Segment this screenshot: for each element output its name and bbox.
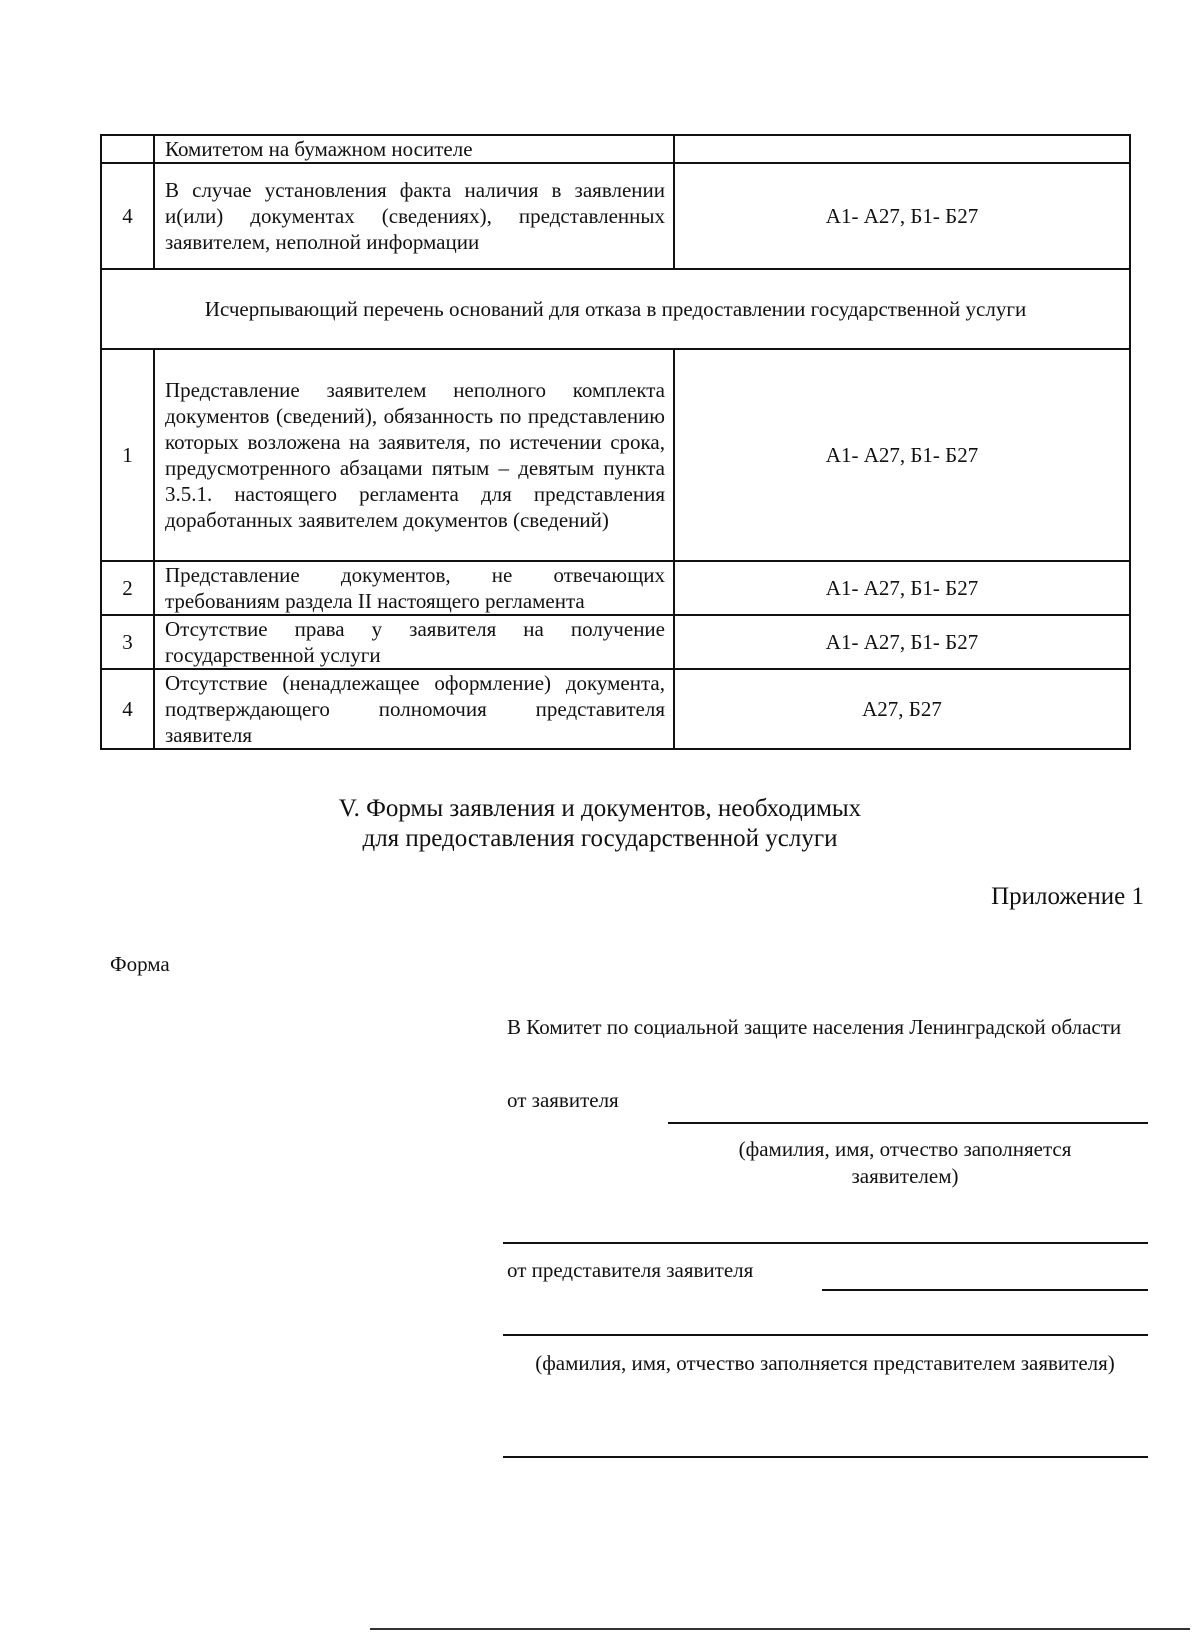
row-description: В случае установления факта наличия в заявлении и(или) документах (сведениях), представленных заявителем, неполной информации xyxy=(154,163,674,269)
row-description: Отсутствие (ненадлежащее оформление) документа, подтверждающего полномочия представителя заявителя xyxy=(154,669,674,749)
table-row xyxy=(101,135,1130,163)
row-codes: А27, Б27 xyxy=(674,669,1130,749)
section-title: Исчерпывающий перечень оснований для отказа в предоставлении государственной услуги xyxy=(101,269,1130,349)
row-description: Представление заявителем неполного комплекта документов (сведений), обязанность по представлению которых возложена на заявителя, по истечении срока, предусмотренного абзацами пятым – девятым пункта 3.5.1. настоящего регламента для представления доработанных заявителем документов (сведений) xyxy=(154,349,674,561)
form-label: Форма xyxy=(110,952,170,976)
section-row xyxy=(101,269,1130,349)
grounds-table xyxy=(100,134,1131,750)
row-codes: А1- А27, Б1- Б27 xyxy=(674,615,1130,669)
applicant-name-line-2 xyxy=(503,1242,1148,1244)
row-number xyxy=(101,135,154,163)
row-number: 4 xyxy=(101,163,154,269)
representative-name-line xyxy=(822,1289,1148,1291)
from-applicant-label: от заявителя xyxy=(507,1088,619,1112)
row-codes: А1- А27, Б1- Б27 xyxy=(674,349,1130,561)
row-number: 1 xyxy=(101,349,154,561)
table-row xyxy=(101,615,1130,669)
page-bottom-rule xyxy=(370,1628,1190,1630)
row-number: 2 xyxy=(101,561,154,615)
table-row xyxy=(101,669,1130,749)
row-description: Отсутствие права у заявителя на получение государственной услуги xyxy=(154,615,674,669)
representative-name-line-2 xyxy=(503,1334,1148,1336)
table-row xyxy=(101,163,1130,269)
row-number: 3 xyxy=(101,615,154,669)
appendix-label: Приложение 1 xyxy=(991,883,1144,910)
table-row xyxy=(101,561,1130,615)
from-representative-label: от представителя заявителя xyxy=(507,1258,754,1282)
form-addressee: В Комитет по социальной защите населения Ленинградской области xyxy=(507,1015,1122,1039)
applicant-name-line xyxy=(668,1122,1148,1124)
applicant-hint: (фамилия, имя, отчество заполняется заявителем) xyxy=(738,1137,1072,1188)
row-codes: А1- А27, Б1- Б27 xyxy=(674,561,1130,615)
section-heading-line-1: V. Формы заявления и документов, необходимых xyxy=(338,795,862,822)
row-number: 4 xyxy=(101,669,154,749)
section-heading-line-2: для предоставления государственной услуги xyxy=(362,825,838,852)
representative-name-line-3 xyxy=(503,1456,1148,1458)
row-description: Комитетом на бумажном носителе xyxy=(154,135,674,163)
representative-hint: (фамилия, имя, отчество заполняется представителем заявителя) xyxy=(535,1351,1115,1375)
row-description: Представление документов, не отвечающих требованиям раздела II настоящего регламента xyxy=(154,561,674,615)
row-codes: А1- А27, Б1- Б27 xyxy=(674,163,1130,269)
row-codes xyxy=(674,135,1130,163)
table-row xyxy=(101,349,1130,561)
